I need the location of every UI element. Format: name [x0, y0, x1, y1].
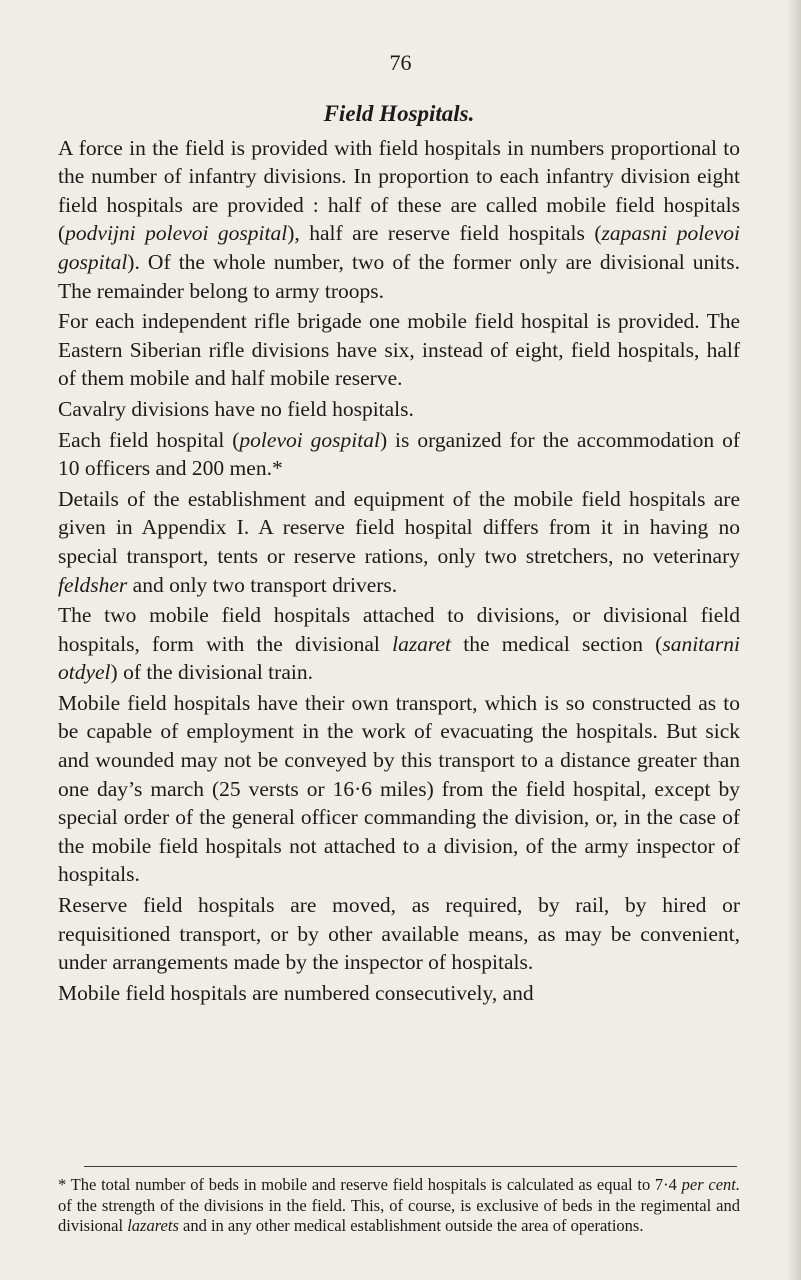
- paragraph: Reserve field hospitals are moved, as required, by rail, by hired or requisitioned transport, or by other available means, as may be convenient, under arrangements made by the inspector of hospitals.: [58, 893, 740, 975]
- page-number: 76: [389, 50, 412, 75]
- section-heading: Field Hospitals.: [323, 101, 475, 126]
- paragraph: Mobile field hospitals are numbered consecutively, and: [58, 980, 534, 1005]
- paragraph: Each field hospital (polevoi gospital) is organized for the accommodation of 10 officers and 200 men.*: [58, 427, 740, 481]
- paragraph: Details of the establishment and equipment of the mobile field hospitals are given in Appendix I. A reserve field hospital differs from it in having no special transport, tents or reserve rations, only two stretchers, no veterinary feldsher and only two transport drivers.: [58, 486, 740, 597]
- paragraph: The two mobile field hospitals attached to divisions, or divisional field hospitals, form with the divisional lazaret the medical section (sanitarni otdyel) of the divisional train.: [58, 603, 740, 685]
- footnote-divider: [84, 1166, 737, 1167]
- paragraph: Mobile field hospitals have their own transport, which is so constructed as to be capable of employment in the work of evacuating the hospitals. But sick and wounded may not be conveyed by this transport to a distance greater than one day’s march (25 versts or 16·6 miles) from the field hospital, except by special order of the general officer commanding the division, or, in the case of the mobile field hospitals not attached to a division, of the army inspector of hospitals.: [58, 690, 740, 887]
- page-edge-shadow: [787, 0, 801, 1280]
- paragraph: Cavalry divisions have no field hospitals.: [58, 396, 414, 421]
- footnote: * The total number of beds in mobile and reserve field hospitals is calculated as equal to 7·4 per cent. of the strength of the divisions in the field. This, of course, is exclusive of beds in the regimental and divisional lazarets and in any other medical establishment outside the area of operations.: [58, 1175, 740, 1235]
- paragraph: For each independent rifle brigade one mobile field hospital is provided. The Eastern Siberian rifle divisions have six, instead of eight, field hospitals, half of them mobile and half mobile reserve.: [58, 309, 740, 391]
- paragraph: A force in the field is provided with field hospitals in numbers proportional to the number of infantry divisions. In proportion to each infantry division eight field hospitals are provided : half of these are called mobile field hospitals (podvijni polevoi gospital), half are reserve field hospitals (zapasni polevoi gospital). Of the whole number, two of the former only are divisional units. The remainder belong to army troops.: [58, 135, 740, 303]
- body-text: [58, 100, 740, 1007]
